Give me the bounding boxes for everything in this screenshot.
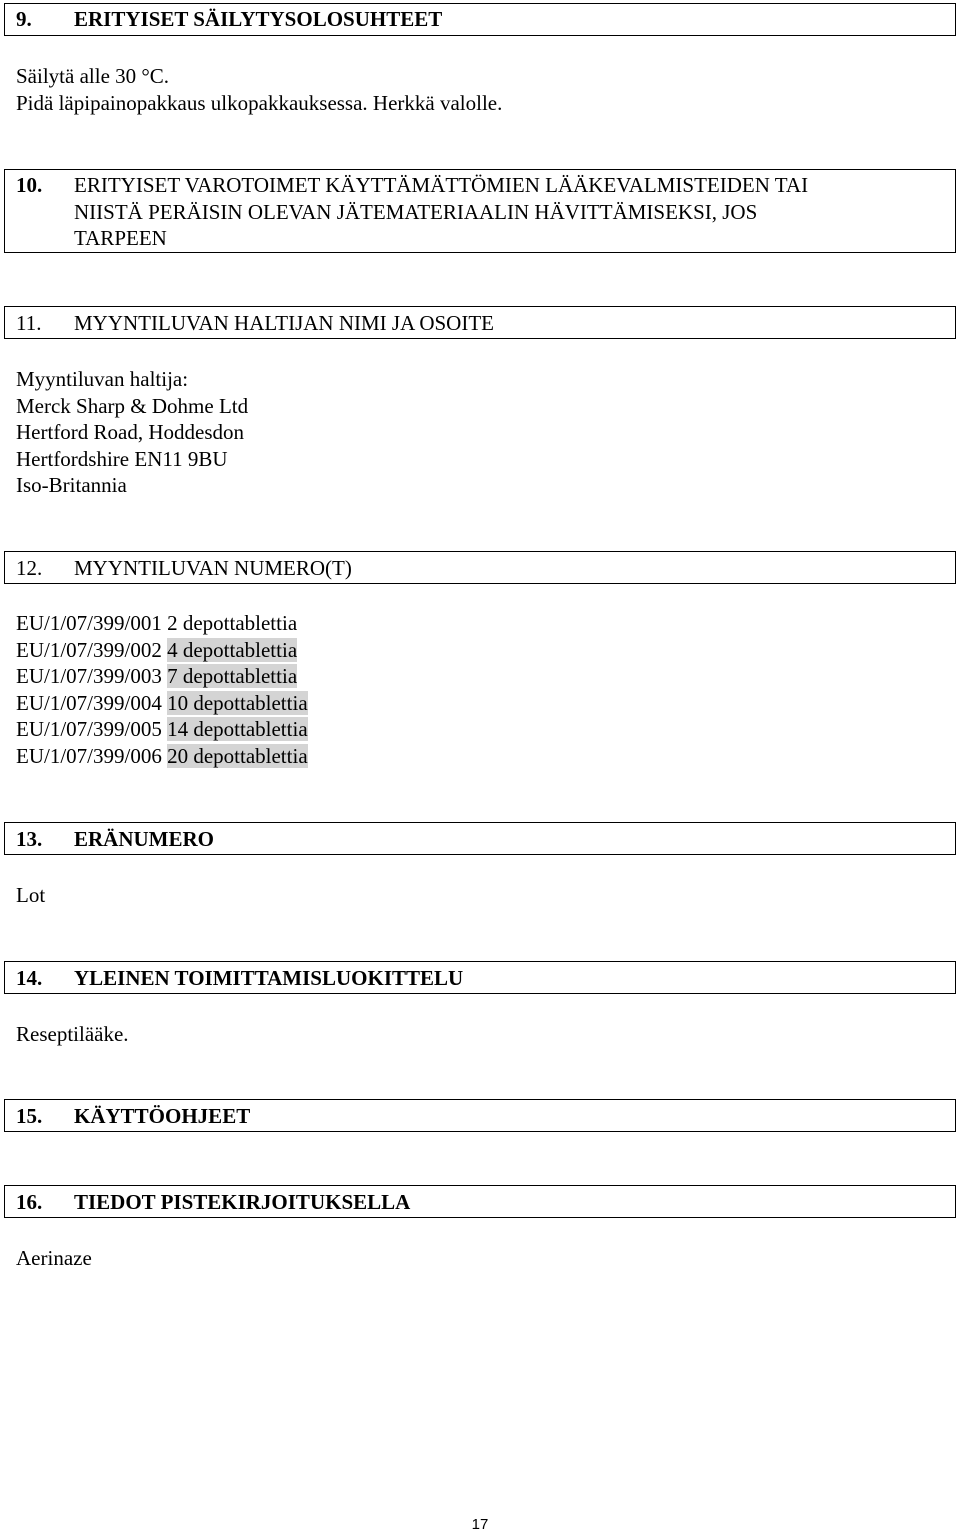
section-14-title: YLEINEN TOIMITTAMISLUOKITTELU — [74, 966, 464, 990]
section-13-number: 13. — [16, 827, 43, 851]
authorisation-row — [16, 743, 308, 770]
authorisation-row — [16, 663, 308, 690]
section-11-title: MYYNTILUVAN HALTIJAN NIMI JA OSOITE — [74, 311, 494, 335]
authorisation-code: EU/1/07/399/001 — [16, 611, 162, 635]
authorisation-row — [16, 716, 308, 743]
section-13-body — [16, 882, 45, 909]
section-14-body — [16, 1021, 129, 1048]
section-14-number: 14. — [16, 966, 43, 990]
authorisation-desc: 4 depottablettia — [167, 637, 298, 662]
holder-line: Hertford Road, Hoddesdon — [16, 420, 245, 444]
lot-label: Lot — [16, 883, 46, 907]
section-13-title: ERÄNUMERO — [74, 827, 214, 851]
page-number: 17 — [471, 1516, 489, 1533]
authorisation-row — [16, 690, 308, 717]
section-12-title: MYYNTILUVAN NUMERO(T) — [74, 556, 352, 580]
section-12-body — [16, 610, 308, 769]
authorisation-code: EU/1/07/399/005 — [16, 717, 162, 741]
section-15-title: KÄYTTÖOHJEET — [74, 1104, 251, 1128]
authorisation-desc: 14 depottablettia — [167, 717, 308, 741]
authorisation-code: EU/1/07/399/006 — [16, 743, 162, 768]
classification-text: Reseptilääke. — [16, 1022, 129, 1046]
section-10-number: 10. — [16, 173, 43, 197]
authorisation-desc: 20 depottablettia — [167, 743, 308, 768]
authorisation-row — [16, 637, 308, 664]
section-9-body — [16, 63, 502, 116]
section-11-body — [16, 366, 248, 499]
storage-line: Pidä läpipainopakkaus ulkopakkauksessa. Herkkä valolle. — [16, 90, 503, 115]
section-10-title-line: TARPEEN — [74, 226, 167, 250]
holder-line: Myyntiluvan haltija: — [16, 367, 189, 391]
authorisation-row — [16, 610, 308, 637]
section-16-number: 16. — [16, 1190, 43, 1214]
section-16-body — [16, 1245, 92, 1272]
section-11-number: 11. — [16, 311, 42, 335]
section-10-title-line: NIISTÄ PERÄISIN OLEVAN JÄTEMATERIAALIN HÄVITTÄMISEKSI, JOS — [74, 199, 758, 224]
storage-line: Säilytä alle 30 °C. — [16, 64, 170, 88]
braille-text: Aerinaze — [16, 1246, 92, 1270]
section-15-number: 15. — [16, 1104, 43, 1128]
authorisation-code: EU/1/07/399/003 — [16, 664, 162, 688]
authorisation-desc: 10 depottablettia — [167, 690, 308, 715]
authorisation-code: EU/1/07/399/002 — [16, 637, 162, 662]
section-9-number: 9. — [16, 7, 32, 31]
section-9-title: ERITYISET SÄILYTYSOLOSUHTEET — [74, 7, 443, 31]
authorisation-code: EU/1/07/399/004 — [16, 690, 162, 715]
section-10-title — [74, 172, 808, 252]
section-16-title: TIEDOT PISTEKIRJOITUKSELLA — [74, 1190, 411, 1214]
section-12-number: 12. — [16, 556, 43, 580]
holder-line: Hertfordshire EN11 9BU — [16, 446, 228, 471]
section-10-title-line: ERITYISET VAROTOIMET KÄYTTÄMÄTTÖMIEN LÄÄKEVALMISTEIDEN TAI — [74, 173, 809, 197]
authorisation-desc: 2 depottablettia — [167, 611, 298, 635]
holder-line: Iso-Britannia — [16, 473, 127, 497]
authorisation-desc: 7 depottablettia — [167, 664, 298, 688]
holder-line: Merck Sharp & Dohme Ltd — [16, 393, 249, 418]
